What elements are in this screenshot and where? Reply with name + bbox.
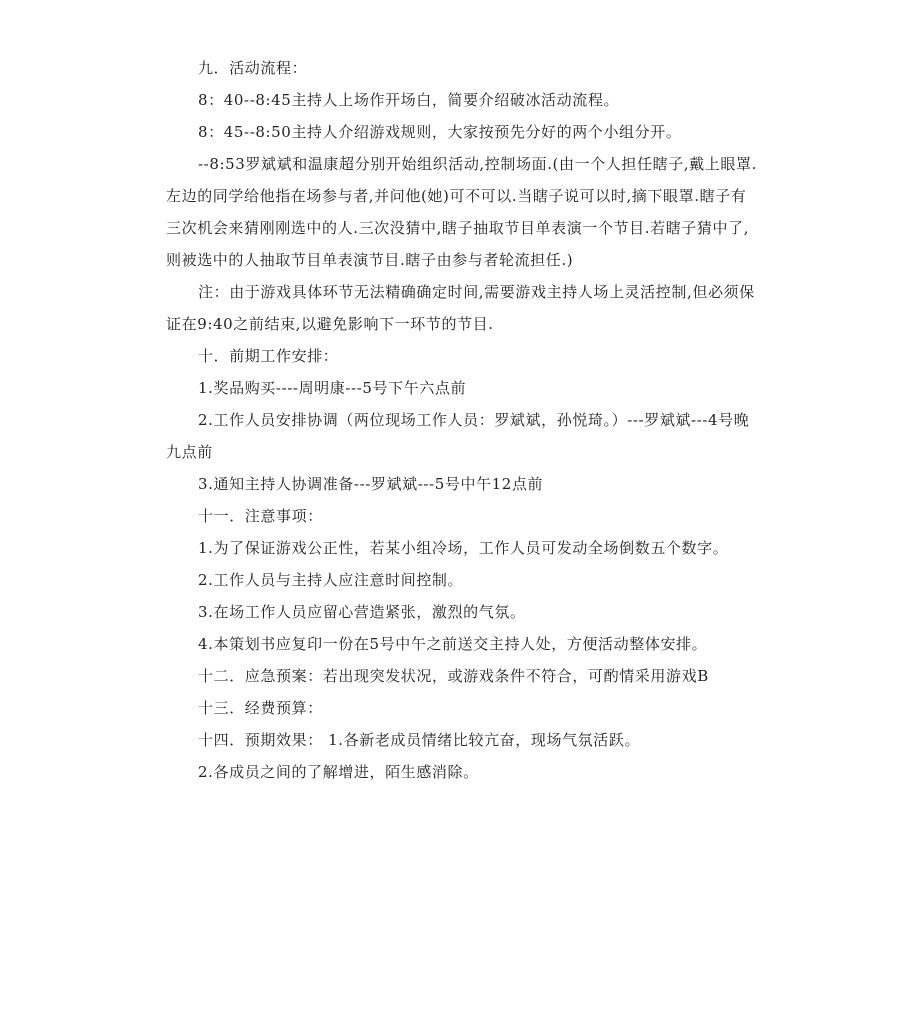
prep-item-staff: 2.工作人员安排协调（两位现场工作人员：罗斌斌，孙悦琦。）---罗斌斌---4号晚九点前 [166,411,750,461]
document-body [166,52,758,788]
section-heading-expected-effect: 十四．预期效果： 1.各新老成员情绪比较亢奋，现场气氛活跃。 [198,731,641,749]
note-item-fairness: 1.为了保证游戏公正性，若某小组冷场，工作人员可发动全场倒数五个数字。 [198,539,729,557]
schedule-item-rules: 8：45--8:50主持人介绍游戏规则，大家按预先分好的两个小组分开。 [198,123,682,141]
effect-item-familiarity: 2.各成员之间的了解增进，陌生感消除。 [198,763,479,781]
section-heading-contingency: 十二．应急预案：若出现突发状况，或游戏条件不符合，可酌情采用游戏B [198,667,709,685]
note-item-time-control: 2.工作人员与主持人应注意时间控制。 [198,571,464,589]
section-heading-budget: 十三．经费预算： [198,699,323,717]
prep-item-prizes: 1.奖品购买----周明康---5号下午六点前 [198,379,467,397]
note-item-copy: 4.本策划书应复印一份在5号中午之前送交主持人处，方便活动整体安排。 [198,635,708,653]
section-heading-activity-flow: 九．活动流程： [198,59,308,77]
section-heading-preparation: 十．前期工作安排： [198,347,339,365]
note-item-atmosphere: 3.在场工作人员应留心营造紧张，激烈的气氛。 [198,603,526,621]
schedule-item-game-description: --8:53罗斌斌和温康超分别开始组织活动,控制场面.(由一个人担任瞎子,戴上眼罩.左边的同学给他指在场参与者,并问他(她)可不可以.当瞎子说可以时,摘下眼罩.瞎子有三次机会来猜刚刚选中的人.三次没猜中,瞎子抽取节目单表演一个节目.若瞎子猜中了,则被选中的人抽取节目单表演节目.瞎子由参与者轮流担任.) [166,155,757,269]
schedule-item-opening: 8：40--8:45主持人上场作开场白，简要介绍破冰活动流程。 [198,91,620,109]
section-heading-notes: 十一．注意事项： [198,507,323,525]
timing-note: 注：由于游戏具体环节无法精确确定时间,需要游戏主持人场上灵活控制,但必须保证在9:40之前结束,以避免影响下一环节的节目. [166,283,755,333]
prep-item-host: 3.通知主持人协调准备---罗斌斌---5号中午12点前 [198,475,544,493]
